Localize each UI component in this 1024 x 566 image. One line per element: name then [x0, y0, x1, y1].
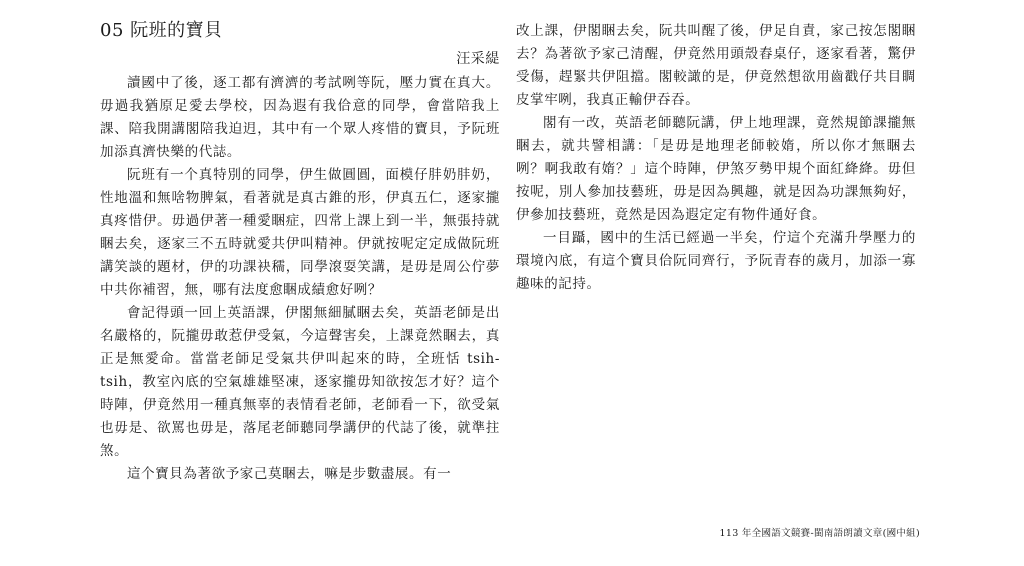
paragraph-1: 讀國中了後，逐工都有濟濟的考試咧等阮，壓力實在真大。毋過我猶原足愛去學校，因為遐有我佮意的同學，會當陪我上課、陪我開講閣陪我迫迌，其中有一个眾人疼惜的寶貝，予阮班加添真濟快樂的代誌。 [100, 75, 500, 160]
left-column [100, 18, 500, 486]
paragraph-4-continued: 改上課，伊閣睏去矣，阮共叫醒了後，伊足自責，家己按怎閣睏去？為著欲予家己清醒，伊竟然用頭殼舂桌仔，逐家看著，驚伊受傷，趕緊共伊阻擋。閣較譀的是，伊竟然想欲用齒戳仔共目睭皮掌牢咧，我真正輸伊吞吞。 [516, 23, 916, 108]
paragraph-2: 阮班有一个真特別的同學，伊生做圓圓，面模仔肨奶肨奶，性地溫和無啥物脾氣，看著就是真古錐的形，伊真五仁，逐家攏真疼惜伊。毋過伊著一種愛睏症，四常上課上到一半，無張持就睏去矣，逐家三不五時就愛共伊叫精神。伊就按呢定定成做阮班講笑談的題材，伊的功課袂穤，同學滾耍笑講，是毋是周公佇夢中共你補習，無，哪有法度愈睏成績愈好咧？ [100, 167, 500, 298]
right-column [516, 20, 916, 296]
paragraph-6: 一目躡，國中的生活已經過一半矣，佇這个充滿升學壓力的環境內底，有這个寶貝佮阮同齊行，予阮青春的歲月，加添一寡趣味的記持。 [516, 230, 916, 292]
article-author: 汪采緹 [456, 51, 500, 67]
paragraph-4-start: 這个寶貝為著欲予家己莫睏去，嘛是步數盡展。有一 [127, 466, 452, 482]
page-footer: 113 年全國語文競賽-閩南語朗讀文章(國中組) [719, 528, 920, 539]
article-title: 05 阮班的寶貝 [100, 20, 223, 41]
paragraph-5: 閣有一改，英語老師聽阮講，伊上地理課，竟然規節課攏無睏去，就共譬相講：「是毋是地理老師較媠，所以你才無睏去咧？啊我敢有媠？」這个時陣，伊煞歹勢甲規个面紅絳絳。毋但按呢，別人參加技藝班，毋是因為興趣，就是因為功課無夠好，伊參加技藝班，竟然是因為遐定定有物件通好食。 [516, 115, 916, 223]
paragraph-3: 會記得頭一回上英語課，伊閣無細膩睏去矣，英語老師是出名嚴格的，阮攏毋敢惹伊受氣，今這聲害矣，上課竟然睏去，真正是無愛命。當當老師足受氣共伊叫起來的時，全班恬 tsih-tsih，教室內底的空氣雄雄堅凍，逐家攏毋知欲按怎才好？這个時陣，伊竟然用一種真無辜的表情看老師，老師看一下，欲受氣也毋是、欲罵也毋是，落尾老師聽同學講伊的代誌了後，就準拄煞。 [100, 305, 500, 459]
